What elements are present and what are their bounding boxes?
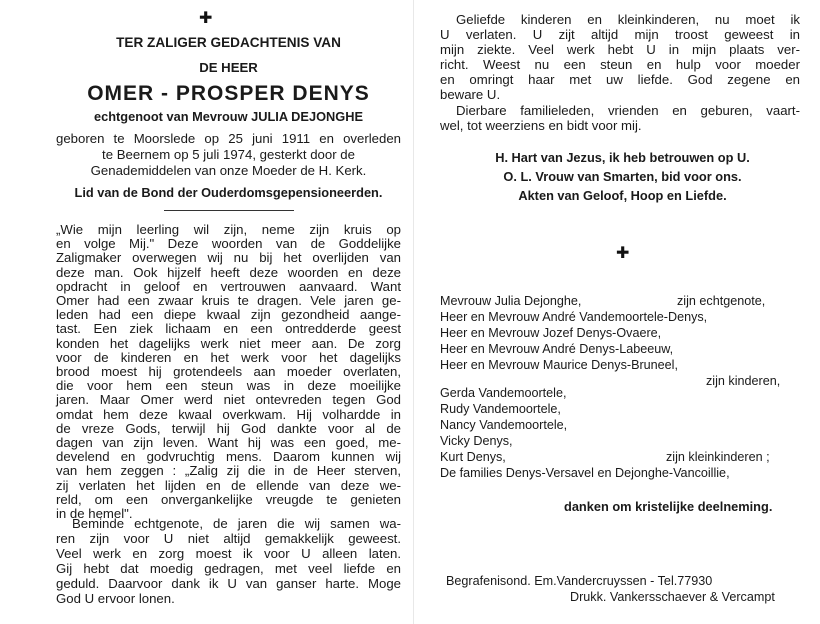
mourner-grandchild: Vicky Denys, [440, 434, 513, 448]
body-line: wel, tot weerziens en bidt voor mij. [440, 118, 642, 133]
body-line: Geliefde kinderen en kleinkinderen, nu moet ik [456, 12, 800, 27]
body-line: reld, om een onvergankelijke vreugde te genieten [56, 491, 401, 507]
mourner-grandchild: Rudy Vandemoortele, [440, 402, 561, 416]
body-line: geduld. Daarvoor dank ik U van ganser harte. Moge [56, 576, 401, 591]
body-line: Omer had een zwaar kruis te dragen. Vele jaren ge- [56, 293, 401, 308]
body-line: tast. Een ziek lichaam en een ontredderde geest [56, 321, 401, 337]
body-line: mijn ziekte. Veel werk hebt U in mijn plaats ver- [440, 42, 800, 57]
thanks-line: danken om kristelijke deelneming. [564, 499, 773, 514]
mourner-child: Heer en Mevrouw André Vandemoortele-Denys, [440, 310, 708, 324]
birth-line: Genademiddelen van onze Moeder de H. Kerk. [90, 163, 367, 178]
prayer-line: O. L. Vrouw van Smarten, bid voor ons. [503, 169, 742, 184]
body-line: opdracht in geloof en vertrouwen aanvaard. Want [56, 278, 401, 294]
body-line: God U ervoor lonen. [56, 591, 175, 606]
name-prefix: DE HEER [199, 60, 258, 75]
body-line: Beminde echtgenote, de jaren die wij samen wa- [72, 516, 401, 531]
spouse-line: echtgenoot van Mevrouw JULIA DEJONGHE [93, 109, 363, 124]
body-line: ren zijn voor U niet altijd gemakkelijk geweest. [56, 531, 401, 546]
body-line: Dierbare familieleden, vrienden en geburen, vaart- [456, 103, 800, 118]
body-line: Veel werk en zorg moest ik voor U alleen laten. [56, 546, 401, 561]
body-line: Gij hebt dat moedig gedragen, met veel liefde en [56, 561, 401, 576]
mourner-widow: Mevrouw Julia Dejonghe, [440, 294, 582, 308]
deceased-name: OMER - PROSPER DENYS [87, 82, 370, 105]
body-line: develend en godvruchtig mens. Daarom kunnen wij [56, 449, 401, 465]
mourner-role: zijn echtgenote, [677, 294, 766, 308]
body-line: zij verlaten het lijden en de ellende van deze we- [56, 477, 401, 493]
body-line: leden had een diepe kwaal zijn gezondheid aange- [56, 307, 401, 323]
body-line: dagen van zijn leven. Want hij was een goed, me- [56, 435, 401, 450]
mourner-child: Heer en Mevrouw André Denys-Labeeuw, [440, 342, 674, 356]
body-line: omdat hem deze kwaal overkwam. Hij volhardde in [56, 406, 401, 422]
body-line: deze man. Ook hijzelf heeft deze woorden en deze [56, 264, 401, 280]
membership-line: Lid van de Bond der Ouderdomsgepensioneerden. [74, 185, 383, 200]
body-line: U verlaten. U zijt altijd mijn troost geweest in [440, 27, 800, 42]
body-line: jaren. Maar Omer werd niet ontevreden tegen God [56, 392, 401, 408]
body-line: van hem zeggen : „Zalig zij die in de Heer sterven, [56, 463, 401, 479]
fold-line [413, 0, 414, 624]
body-line: „Wie mijn leerling wil zijn, neme zijn kruis op [56, 222, 401, 237]
body-line: beware U. [440, 87, 501, 102]
birth-line: geboren te Moorslede op 25 juni 1911 en overleden [56, 131, 401, 146]
body-line: Zaligmaker overwegen wij nu bij het overlijden van [56, 250, 401, 266]
cross-icon: ✚ [199, 8, 213, 27]
printer-credit: Drukk. Vankersschaever & Vercampt [570, 590, 775, 604]
body-line: de vreze Gods, terwijl hij God dankte voor al de [56, 420, 401, 436]
body-line: die voor hem een steun was in deze moeilijke [56, 378, 401, 394]
body-line: voor de kinderen en het werk voor het dagelijks [56, 349, 401, 365]
mourner-families: De families Denys-Versavel en Dejonghe-Vancoillie, [440, 466, 730, 480]
body-line: in de hemel". [56, 506, 133, 521]
mourner-grandchild: Nancy Vandemoortele, [440, 418, 568, 432]
birth-line: te Beernem op 5 juli 1974, gesterkt door de [102, 147, 355, 162]
mourner-grandchild: Kurt Denys, [440, 450, 506, 464]
memorial-heading: TER ZALIGER GEDACHTENIS VAN [116, 35, 341, 50]
body-line: en omringt haar met uw liefde. God zegene en [440, 72, 800, 87]
mourner-grandchild: Gerda Vandemoortele, [440, 386, 567, 400]
cross-icon: ✚ [616, 243, 630, 262]
mourner-child: Heer en Mevrouw Maurice Denys-Bruneel, [440, 358, 678, 372]
prayer-line: H. Hart van Jezus, ik heb betrouwen op U. [495, 150, 750, 165]
divider [164, 210, 294, 211]
body-line: richt. Weest nu een steun en hulp voor moeder [440, 57, 800, 72]
mourner-role: zijn kinderen, [706, 374, 781, 388]
body-line: konden het dagelijks werk niet meer aan. De zorg [56, 335, 401, 351]
mourner-role: zijn kleinkinderen ; [666, 450, 770, 464]
prayer-line: Akten van Geloof, Hoop en Liefde. [518, 188, 727, 203]
funeral-home: Begrafenisond. Em.Vandercruyssen - Tel.77930 [446, 574, 713, 588]
body-line: en volge Mij." Deze woorden van de Goddelijke [56, 236, 401, 252]
body-line: brood moest hij grotendeels aan moeder overlaten, [56, 364, 401, 379]
mourner-child: Heer en Mevrouw Jozef Denys-Ovaere, [440, 326, 662, 340]
